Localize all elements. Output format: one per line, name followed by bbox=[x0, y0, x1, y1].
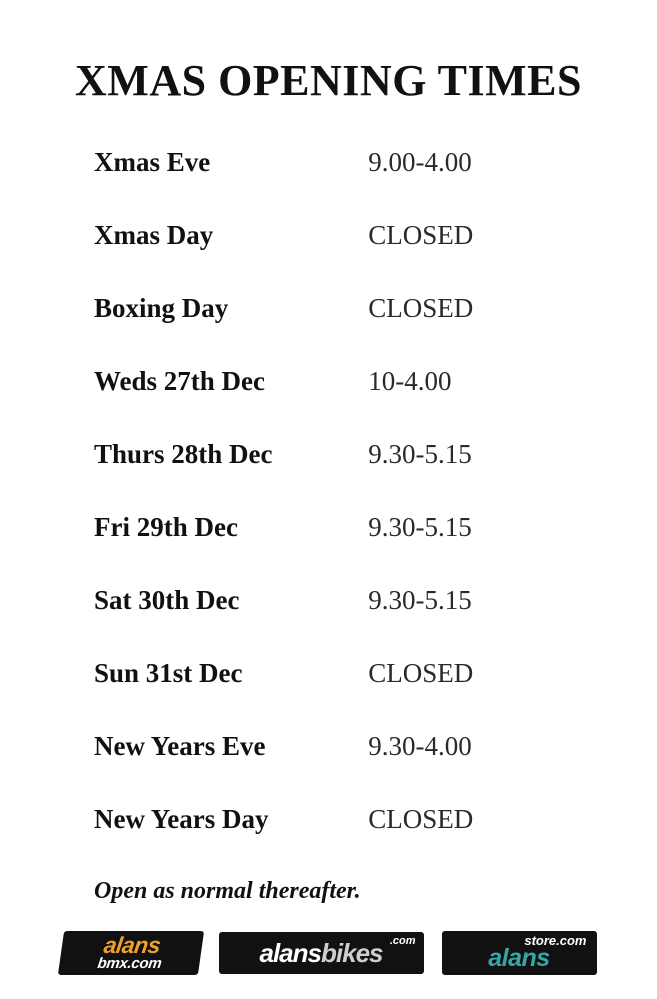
table-row bbox=[52, 272, 605, 345]
day-label: New Years Day bbox=[94, 804, 269, 835]
alansbmx-logo-line1: alans bbox=[101, 931, 162, 958]
day-label: Weds 27th Dec bbox=[94, 366, 265, 397]
table-row bbox=[52, 491, 605, 564]
day-label: Thurs 28th Dec bbox=[94, 439, 273, 470]
day-label: New Years Eve bbox=[94, 731, 266, 762]
table-row bbox=[52, 783, 605, 856]
table-row bbox=[52, 199, 605, 272]
alansbikes-logo-part2: bikes bbox=[321, 937, 383, 968]
page-title: XMAS OPENING TIMES bbox=[75, 56, 582, 105]
day-label: Fri 29th Dec bbox=[94, 512, 238, 543]
alansbikes-logo-suffix: .com bbox=[389, 935, 416, 948]
alansbmx-logo-line2: bmx.com bbox=[95, 955, 163, 973]
table-row bbox=[52, 564, 605, 637]
day-label: Sat 30th Dec bbox=[94, 585, 240, 616]
alansbmx-logo bbox=[57, 931, 203, 975]
time-value: CLOSED bbox=[368, 804, 474, 835]
table-row bbox=[52, 345, 605, 418]
day-label: Xmas Eve bbox=[94, 147, 211, 178]
alansstore-logo bbox=[442, 931, 597, 975]
day-label: Boxing Day bbox=[94, 293, 229, 324]
table-row bbox=[52, 126, 605, 199]
alansstore-logo-main: alans bbox=[488, 944, 550, 973]
opening-hours-table bbox=[52, 126, 605, 856]
time-value: 9.30-4.00 bbox=[368, 731, 472, 762]
day-label: Xmas Day bbox=[94, 220, 214, 251]
table-row bbox=[52, 418, 605, 491]
alansstore-logo-top: store.com bbox=[524, 933, 587, 949]
table-row bbox=[52, 710, 605, 783]
time-value: 9.00-4.00 bbox=[368, 147, 472, 178]
alansbikes-logo bbox=[219, 932, 424, 974]
table-row bbox=[52, 637, 605, 710]
time-value: 9.30-5.15 bbox=[368, 439, 472, 470]
footnote: Open as normal thereafter. bbox=[94, 878, 361, 905]
time-value: 9.30-5.15 bbox=[368, 512, 472, 543]
time-value: CLOSED bbox=[368, 293, 474, 324]
logo-row bbox=[52, 931, 605, 975]
time-value: CLOSED bbox=[368, 220, 474, 251]
alansbikes-logo-part1: alans bbox=[259, 937, 321, 968]
time-value: CLOSED bbox=[368, 658, 474, 689]
alansbikes-logo-text bbox=[260, 938, 383, 969]
time-value: 10-4.00 bbox=[368, 366, 452, 397]
day-label: Sun 31st Dec bbox=[94, 658, 243, 689]
time-value: 9.30-5.15 bbox=[368, 585, 472, 616]
